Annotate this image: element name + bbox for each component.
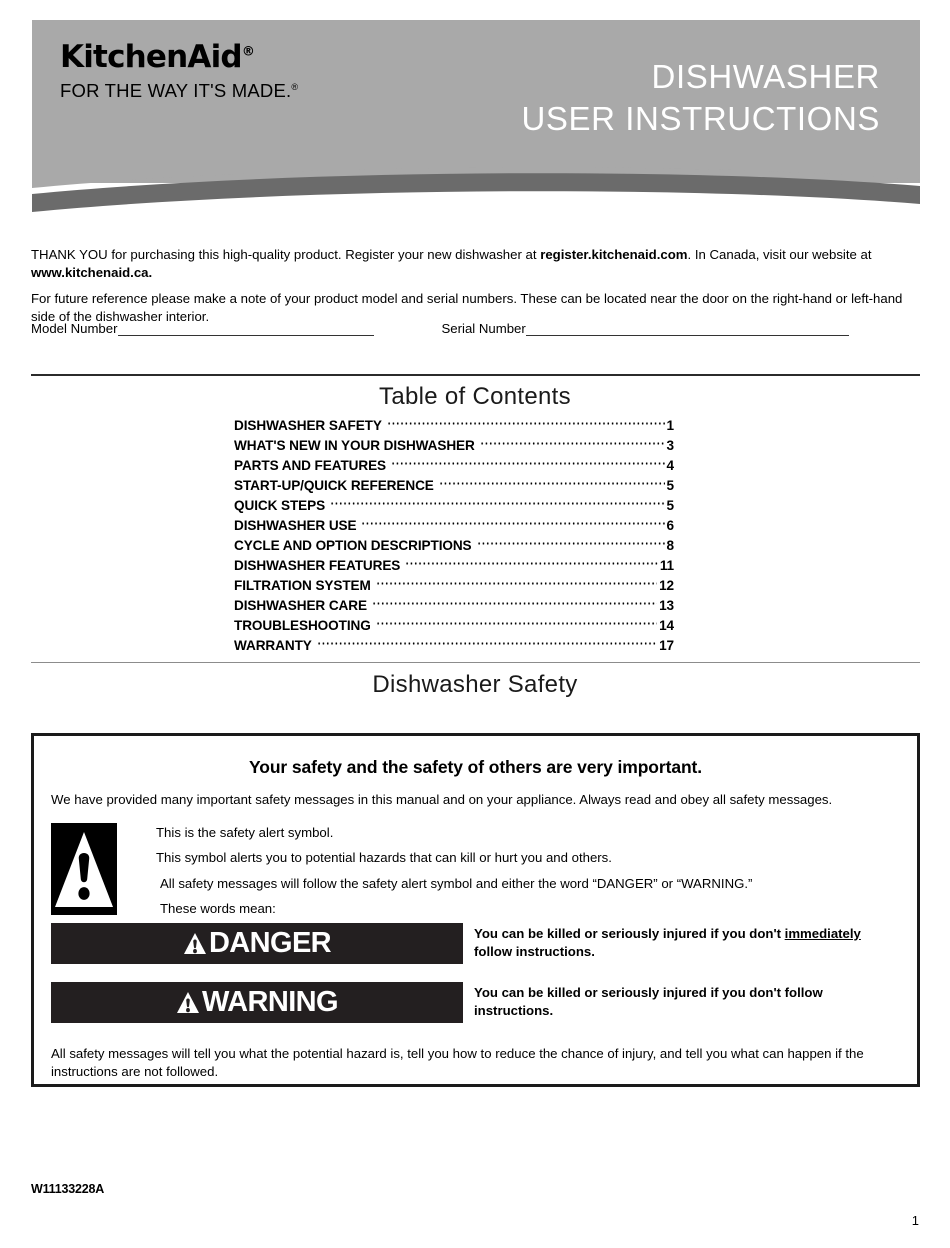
toc-entry-label: FILTRATION SYSTEM [234,578,371,593]
toc-entry-label: CYCLE AND OPTION DESCRIPTIONS [234,538,472,553]
toc-entry[interactable] [234,457,674,477]
alert-triangle-svg [51,823,117,915]
toc-entry[interactable] [234,557,674,577]
tagline-registered-icon: ® [291,81,299,92]
toc-entry-label: QUICK STEPS [234,498,326,513]
toc-dot-leader [391,457,665,470]
danger-desc-part1: You can be killed or seriously injured if you don't [474,925,785,941]
safety-section-heading: Dishwasher Safety [372,671,578,698]
register-site-link: register.kitchenaid.com [540,247,688,262]
page-title-line2: USER INSTRUCTIONS [521,100,880,138]
warning-triangle-svg [176,991,200,1014]
toc-entry-page: 17 [659,638,674,653]
serial-number-field[interactable] [442,321,849,336]
toc-dot-leader [376,577,657,590]
page-number: 1 [911,1213,919,1228]
model-serial-row [31,321,921,336]
toc-entry-page: 11 [659,558,674,573]
wave-separator-graphic [32,160,920,226]
warning-signal-text [176,985,338,1018]
toc-dot-leader [405,557,658,570]
page-title-line1: DISHWASHER [651,58,880,95]
canada-site-link: www.kitchenaid.ca. [31,264,153,280]
intro-paragraph-2: For future reference please make a note of your product model and serial numbers. These can be located near the door on the right-hand or left-hand side of the dishwasher interior. [31,291,903,324]
brand-wordmark [60,39,298,75]
toc-dot-leader [372,597,657,610]
safety-box-title: Your safety and the safety of others are very important. [248,757,703,777]
registered-trademark-icon: ® [241,44,255,60]
safety-information-box [31,733,920,1087]
warning-description [474,984,901,1020]
brand-tagline-text: FOR THE WAY IT'S MADE. [60,80,292,101]
toc-entry[interactable] [234,417,674,437]
toc-entry[interactable] [234,537,674,557]
toc-entry-label: START-UP/QUICK REFERENCE [234,478,434,493]
serial-number-label: Serial Number [441,321,526,336]
warning-word: WARNING [202,985,338,1018]
toc-entry-page: 1 [666,418,674,433]
safety-top-rule [31,662,920,663]
alert-line-2: This symbol alerts you to potential hazards that can kill or hurt you and others. [156,850,612,866]
intro-paragraph-1 [31,246,921,281]
danger-row [34,923,917,968]
header-banner [32,20,920,183]
intro-p1-part2: . In Canada, visit our website at [687,247,872,262]
danger-description [474,925,901,961]
danger-signal-bar [51,923,463,964]
serial-number-blank-line[interactable] [526,322,849,336]
toc-dot-leader [376,617,657,630]
toc-list [234,417,674,657]
toc-entry[interactable] [234,617,674,637]
toc-entry[interactable] [234,477,674,497]
toc-dot-leader [480,437,665,450]
danger-desc-underlined: immediately [784,925,861,941]
warning-row [34,982,917,1027]
toc-dot-leader [330,497,664,510]
toc-dot-leader [361,517,664,530]
safety-alert-symbol-text [156,825,901,918]
toc-entry-page: 5 [666,478,674,493]
model-number-blank-line[interactable] [118,322,374,336]
toc-entry-label: DISHWASHER CARE [234,598,367,613]
toc-entry-page: 6 [666,518,674,533]
safety-box-intro: We have provided many important safety messages in this manual and on your appliance. Always read and obey all safety messages. [51,792,833,807]
wave-svg [32,160,920,226]
toc-entry-page: 3 [666,438,674,453]
toc-entry-label: PARTS AND FEATURES [234,458,387,473]
danger-desc-part2: follow instructions. [474,943,595,959]
model-number-label: Model Number [31,321,118,336]
toc-entry[interactable] [234,597,674,617]
toc-entry[interactable] [234,577,674,597]
toc-dot-leader [439,477,665,490]
danger-warning-triangle-icon [183,932,207,955]
toc-entry-page: 12 [659,578,674,593]
toc-entry-label: DISHWASHER USE [234,518,357,533]
toc-dot-leader [387,417,665,430]
toc-entry-page: 13 [659,598,674,613]
toc-entry-page: 4 [666,458,674,473]
danger-triangle-svg [183,932,207,955]
model-number-field[interactable] [31,321,374,336]
warning-signal-bar [51,982,463,1023]
warning-warning-triangle-icon [176,991,200,1014]
toc-entry-page: 14 [659,618,674,633]
toc-title: Table of Contents [379,383,571,410]
kitchenaid-logo [60,39,299,102]
toc-entry[interactable] [234,517,674,537]
toc-dot-leader [317,637,657,650]
toc-entry-page: 5 [666,498,674,513]
toc-dot-leader [477,537,665,550]
alert-line-4: These words mean: [160,901,276,917]
toc-entry-page: 8 [666,538,674,553]
toc-entry-label: TROUBLESHOOTING [234,618,371,633]
safety-alert-symbol-icon [51,823,117,915]
safety-box-footer-text: All safety messages will tell you what the potential hazard is, tell you how to reduce the chance of injury, and tell you what can happen if the instructions are not followed. [51,1045,864,1080]
danger-word: DANGER [208,926,332,959]
warning-desc-part1: You can be killed or seriously injured if you don't follow instructions. [474,984,823,1018]
toc-entry-label: WHAT'S NEW IN YOUR DISHWASHER [234,438,475,453]
document-code: W11133228A [31,1182,105,1196]
alert-line-1: This is the safety alert symbol. [156,824,334,840]
danger-signal-text [183,926,332,959]
toc-entry[interactable] [234,497,674,517]
alert-line-3: All safety messages will follow the safety alert symbol and either the word “DANGER” or “WARNING.” [160,875,753,891]
page-title [521,56,880,140]
intro-p1-part1: THANK YOU for purchasing this high-quality product. Register your new dishwasher at [31,247,541,262]
brand-tagline [60,80,298,102]
toc-entry[interactable] [234,437,674,457]
toc-entry-label: DISHWASHER FEATURES [234,558,401,573]
safety-alert-symbol-row [34,823,917,915]
toc-top-rule [31,374,920,376]
brand-wordmark-text: KitchenAid [60,39,242,75]
toc-entry-label: WARRANTY [234,638,312,653]
toc-entry-label: DISHWASHER SAFETY [234,418,382,433]
toc-entry[interactable] [234,637,674,657]
